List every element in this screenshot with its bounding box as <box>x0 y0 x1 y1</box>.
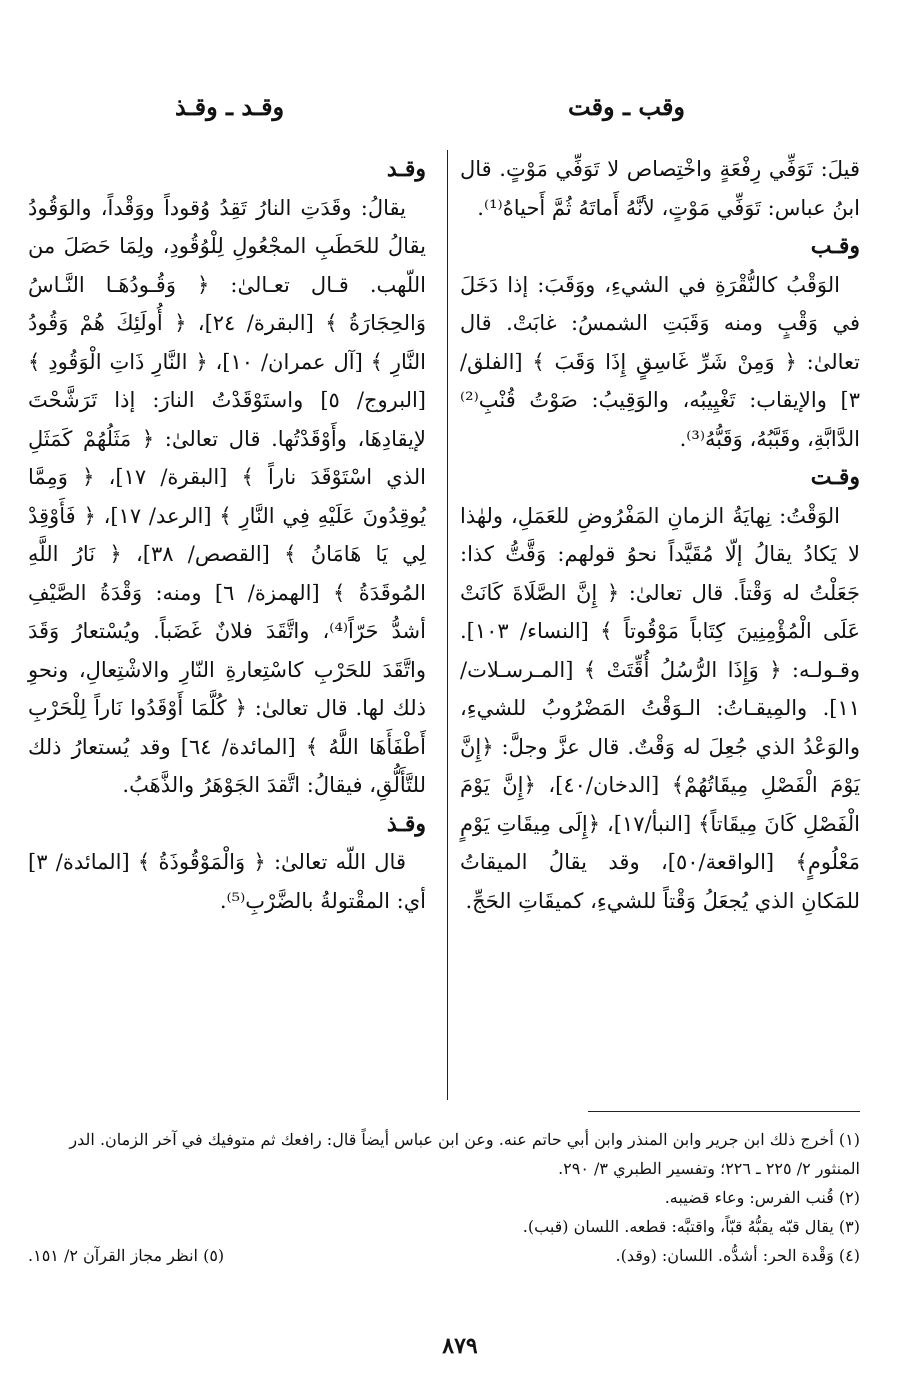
footnote-5: (٥) انظر مجاز القرآن ٢/ ١٥١. <box>28 1246 225 1265</box>
footnote-rule <box>588 1111 860 1112</box>
footnote-row <box>28 1241 860 1270</box>
entry-continuation-text: قيلَ: تَوَفِّي رِفْعَةٍ واخْتِصاص لا تَوَفِّي مَوْتٍ. قال ابنُ عباس: تَوَفِّي مَوْتٍ، لأنَّهُ أَماتَهُ ثُمَّ أَحياهُ⁽¹⁾. <box>460 157 860 220</box>
left-column-header: وقـد ـ وقـذ <box>175 92 285 121</box>
footnote-1: (١) أخرج ذلك ابن جرير وابن المنذر وابن أبي حاتم عنه. وعن ابن عباس أيضاً قال: رافعك ثم متوفيك في آخر الزمان. الدر المنثور ٢/ ٢٢٥ ـ ٢٢٦؛ وتفسير الطبري ٣/ ٢٩٠. <box>69 1130 860 1178</box>
column-divider <box>447 150 448 1100</box>
page-number: ٨٧٩ <box>442 1333 478 1359</box>
entry-text-waqb: الوَقْبُ كالنُّقْرَةِ في الشيءِ، ووَقَبَ: إذا دَخَلَ في وَقْبٍ ومنه وَقَبَتِ الشمسُ: غابَتْ. قال تعالىٰ: ﴿ وَمِنْ شَرِّ غَاسِقٍ إِذَا وَقَبَ ﴾ [الفلق/ ٣] والإيقاب: تَغْيِيبُه، والوَقِيبُ: صَوْتُ قُنْبِ⁽²⁾ الدَّابَّةِ، وقَبَّبُهُ، وَقَبُّهُ⁽³⁾. <box>460 272 860 451</box>
footnote-2: (٢) قُنب الفرس: وعاء قضيبه. <box>664 1188 860 1207</box>
right-column-header: وقب ـ وقت <box>568 92 685 121</box>
entry-heading-waqt: وقـت <box>810 464 860 490</box>
right-column <box>460 150 860 920</box>
entry-heading-waqb: وقـب <box>810 233 860 259</box>
footnote-3: (٣) يقال قبّه يقبُّهُ قبّاً، واقتبَّه: قطعه. اللسان (قبب). <box>522 1217 860 1236</box>
left-column <box>28 150 426 920</box>
entry-text-waqt: الوَقْتُ: نِهايَةُ الزمانِ المَفْرُوضِ للعَمَلِ، ولهٰذا لا يَكادُ يقالُ إلّا مُقَيَّداً نحوُ قولهم: وَقَّتُّ كذا: جَعَلْتُ له وَقْتاً. قال تعالىٰ: ﴿ إِنَّ الصَّلَاةَ كَانَتْ عَلَى الْمُؤْمِنِينَ كِتَاباً مَوْقُوتاً ﴾ [النساء/ ١٠٣]. وقـولـه: ﴿ وَإِذَا الرُّسُلُ أُقِّتَتْ ﴾ [المـرسـلات/ ١١]. والمِيقـاتُ: الـوَقْتُ المَضْرُوبُ للشيءِ، والوَعْدُ الذي جُعِلَ له وَقْتٌ. قال عزَّ وجلَّ: ﴿إِنَّ يَوْمَ الْفَصْلِ مِيقَاتُهُمْ﴾ [الدخان/٤٠]، ﴿إِنَّ يَوْمَ الْفَصْلِ كَانَ مِيقَاتاً﴾ [النبأ/١٧]، ﴿إِلَى مِيقَاتِ يَوْمٍ مَعْلُومٍ﴾ [الواقعة/٥٠]، وقد يقالُ الميقاتُ للمَكانِ الذي يُجعَلُ وَقْتاً للشيءِ، كميقَاتِ الحَجِّ. <box>460 503 861 913</box>
entry-heading-waqd: وقـد <box>386 156 426 182</box>
entry-text-waqd: يقالُ: وقَدَتِ النارُ تَقِدُ وُقوداً ووَقْداً، والوَقُودُ يقالُ للحَطَبِ المجْعُولِ لِلْوُقُودِ، ولِمَا حَصَلَ من اللّهب. قـال تعـالىٰ: ﴿ وَقُـودُهَـا النَّـاسُ وَالحِجَارَةُ ﴾ [البقرة/ ٢٤]، ﴿ أُولَئِكَ هُمْ وَقُودُ النَّارِ ﴾ [آل عمران/ ١٠]، ﴿ النَّارِ ذَاتِ الْوَقُودِ ﴾ [البروج/ ٥] واستَوْقَدْتُ النارَ: إذا تَرَشَّحْتَ لإيقادِهَا، وأَوْقَدْتُها. قال تعالىٰ: ﴿ مَثَلُهُمْ كَمَثَلِ الذي اسْتَوْقَدَ ناراً ﴾ [البقرة/ ١٧]، ﴿ وَمِمَّا يُوقِدُونَ عَلَيْهِ فِي النَّارِ ﴾ [الرعد/ ١٧]، ﴿ فَأَوْقِدْ لِي يَا هَامَانُ ﴾ [القصص/ ٣٨]، ﴿ نَارُ اللَّهِ المُوقَدَةُ ﴾ [الهمزة/ ٦] ومنه: وَقْدَةُ الصَّيْفِ أشدُّ حَرّاً⁽⁴⁾، واتَّقَدَ فلانٌ غَضَباً. ويُسْتعارُ وَقَدَ واتَّقَدَ للحَرْبِ كاسْتِعارةِ النّارِ والاشْتِعالِ، ونحوِ ذلك لها. قال تعالىٰ: ﴿ كُلَّمَا أَوْقَدُوا نَاراً لِلْحَرْبِ أَطْفَأَهَا اللَّهُ ﴾ [المائدة/ ٦٤] وقد يُستعارُ ذلك للتَّأَلُّقِ، فيقالُ: اتَّقدَ الجَوْهَرُ والذَّهَبُ. <box>28 195 426 797</box>
entry-heading-waqdh: وقـذ <box>386 810 426 837</box>
footnote-4: (٤) وَقْدة الحر: أشدُّه. اللسان: (وقد). <box>615 1246 860 1265</box>
footnotes <box>28 1125 860 1270</box>
entry-text-waqdh: قال اللّه تعالىٰ: ﴿ وَالْمَوْقُوذَةُ ﴾ [المائدة/ ٣] أي: المقْتولةُ بالضَّرْبِ⁽⁵⁾. <box>28 850 426 913</box>
